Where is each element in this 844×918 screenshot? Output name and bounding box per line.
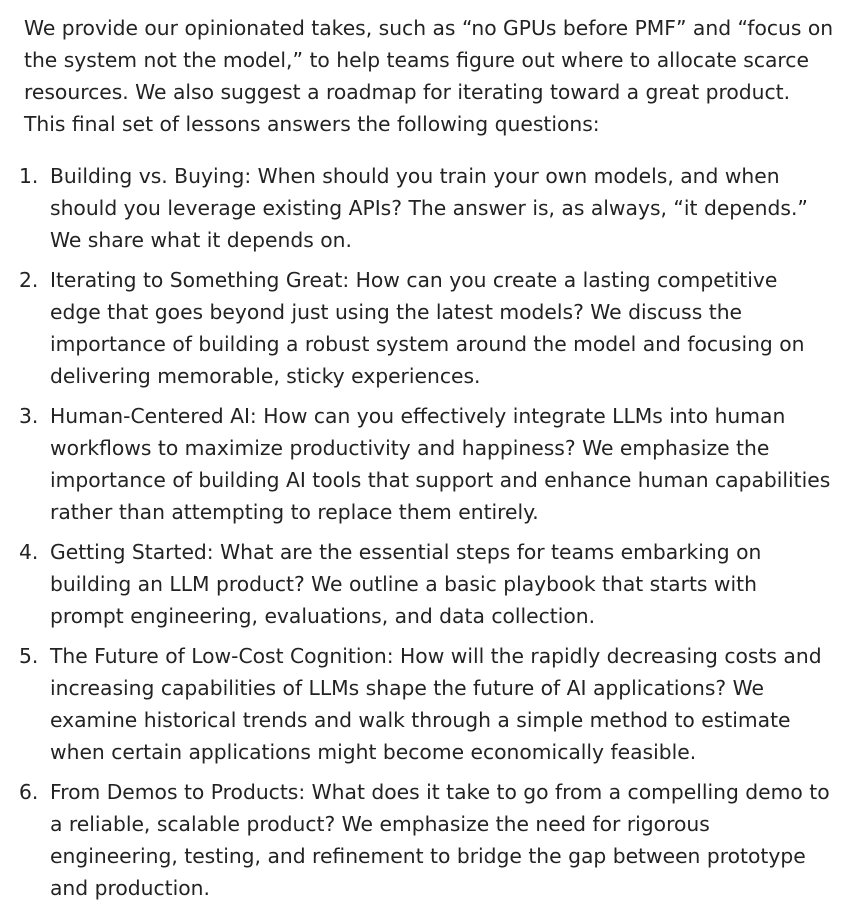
- intro-paragraph: We provide our opinionated takes, such as “no GPUs before PMF” and “focus on the system not the model,” to help teams figure out where to allocate scarce resources. We also suggest a roadmap for iterating toward a great product. This final set of lessons answers the following questions:: [24, 16, 834, 136]
- lesson-number: 2.: [19, 268, 39, 292]
- lesson-item-2: [19, 264, 834, 392]
- lesson-number: 5.: [19, 644, 39, 668]
- lesson-text: Iterating to Something Great: How can you create a lasting competitive edge that goes beyond just using the latest models? We discuss the importance of building a robust system around the model and focusing on delivering memorable, sticky experiences.: [50, 268, 805, 388]
- lesson-item-1: [19, 160, 834, 256]
- lesson-number: 3.: [19, 404, 39, 428]
- lesson-item-4: [19, 536, 834, 632]
- lesson-text: The Future of Low-Cost Cognition: How will the rapidly decreasing costs and increasing capabilities of LLMs shape the future of AI applications? We examine historical trends and walk through a simple method to estimate when certain applications might become economically feasible.: [50, 644, 822, 764]
- lesson-number: 6.: [19, 780, 39, 804]
- lesson-number: 1.: [19, 164, 39, 188]
- lesson-item-3: [19, 400, 834, 528]
- lesson-number: 4.: [19, 540, 39, 564]
- lesson-item-6: [19, 776, 834, 904]
- lessons-list: [19, 160, 834, 904]
- lesson-text: Human-Centered AI: How can you effectively integrate LLMs into human workflows to maximize productivity and happiness? We emphasize the importance of building AI tools that support and enhance human capabilities rather than attempting to replace them entirely.: [50, 404, 831, 524]
- lesson-text: Getting Started: What are the essential steps for teams embarking on building an LLM product? We outline a basic playbook that starts with prompt engineering, evaluations, and data collection.: [50, 540, 762, 628]
- lesson-item-5: [19, 640, 834, 768]
- lesson-text: Building vs. Buying: When should you train your own models, and when should you leverage existing APIs? The answer is, as always, “it depends.” We share what it depends on.: [50, 164, 808, 252]
- lesson-text: From Demos to Products: What does it take to go from a compelling demo to a reliable, scalable product? We emphasize the need for rigorous engineering, testing, and refinement to bridge the gap between prototype and production.: [50, 780, 830, 900]
- article-body: [19, 12, 834, 912]
